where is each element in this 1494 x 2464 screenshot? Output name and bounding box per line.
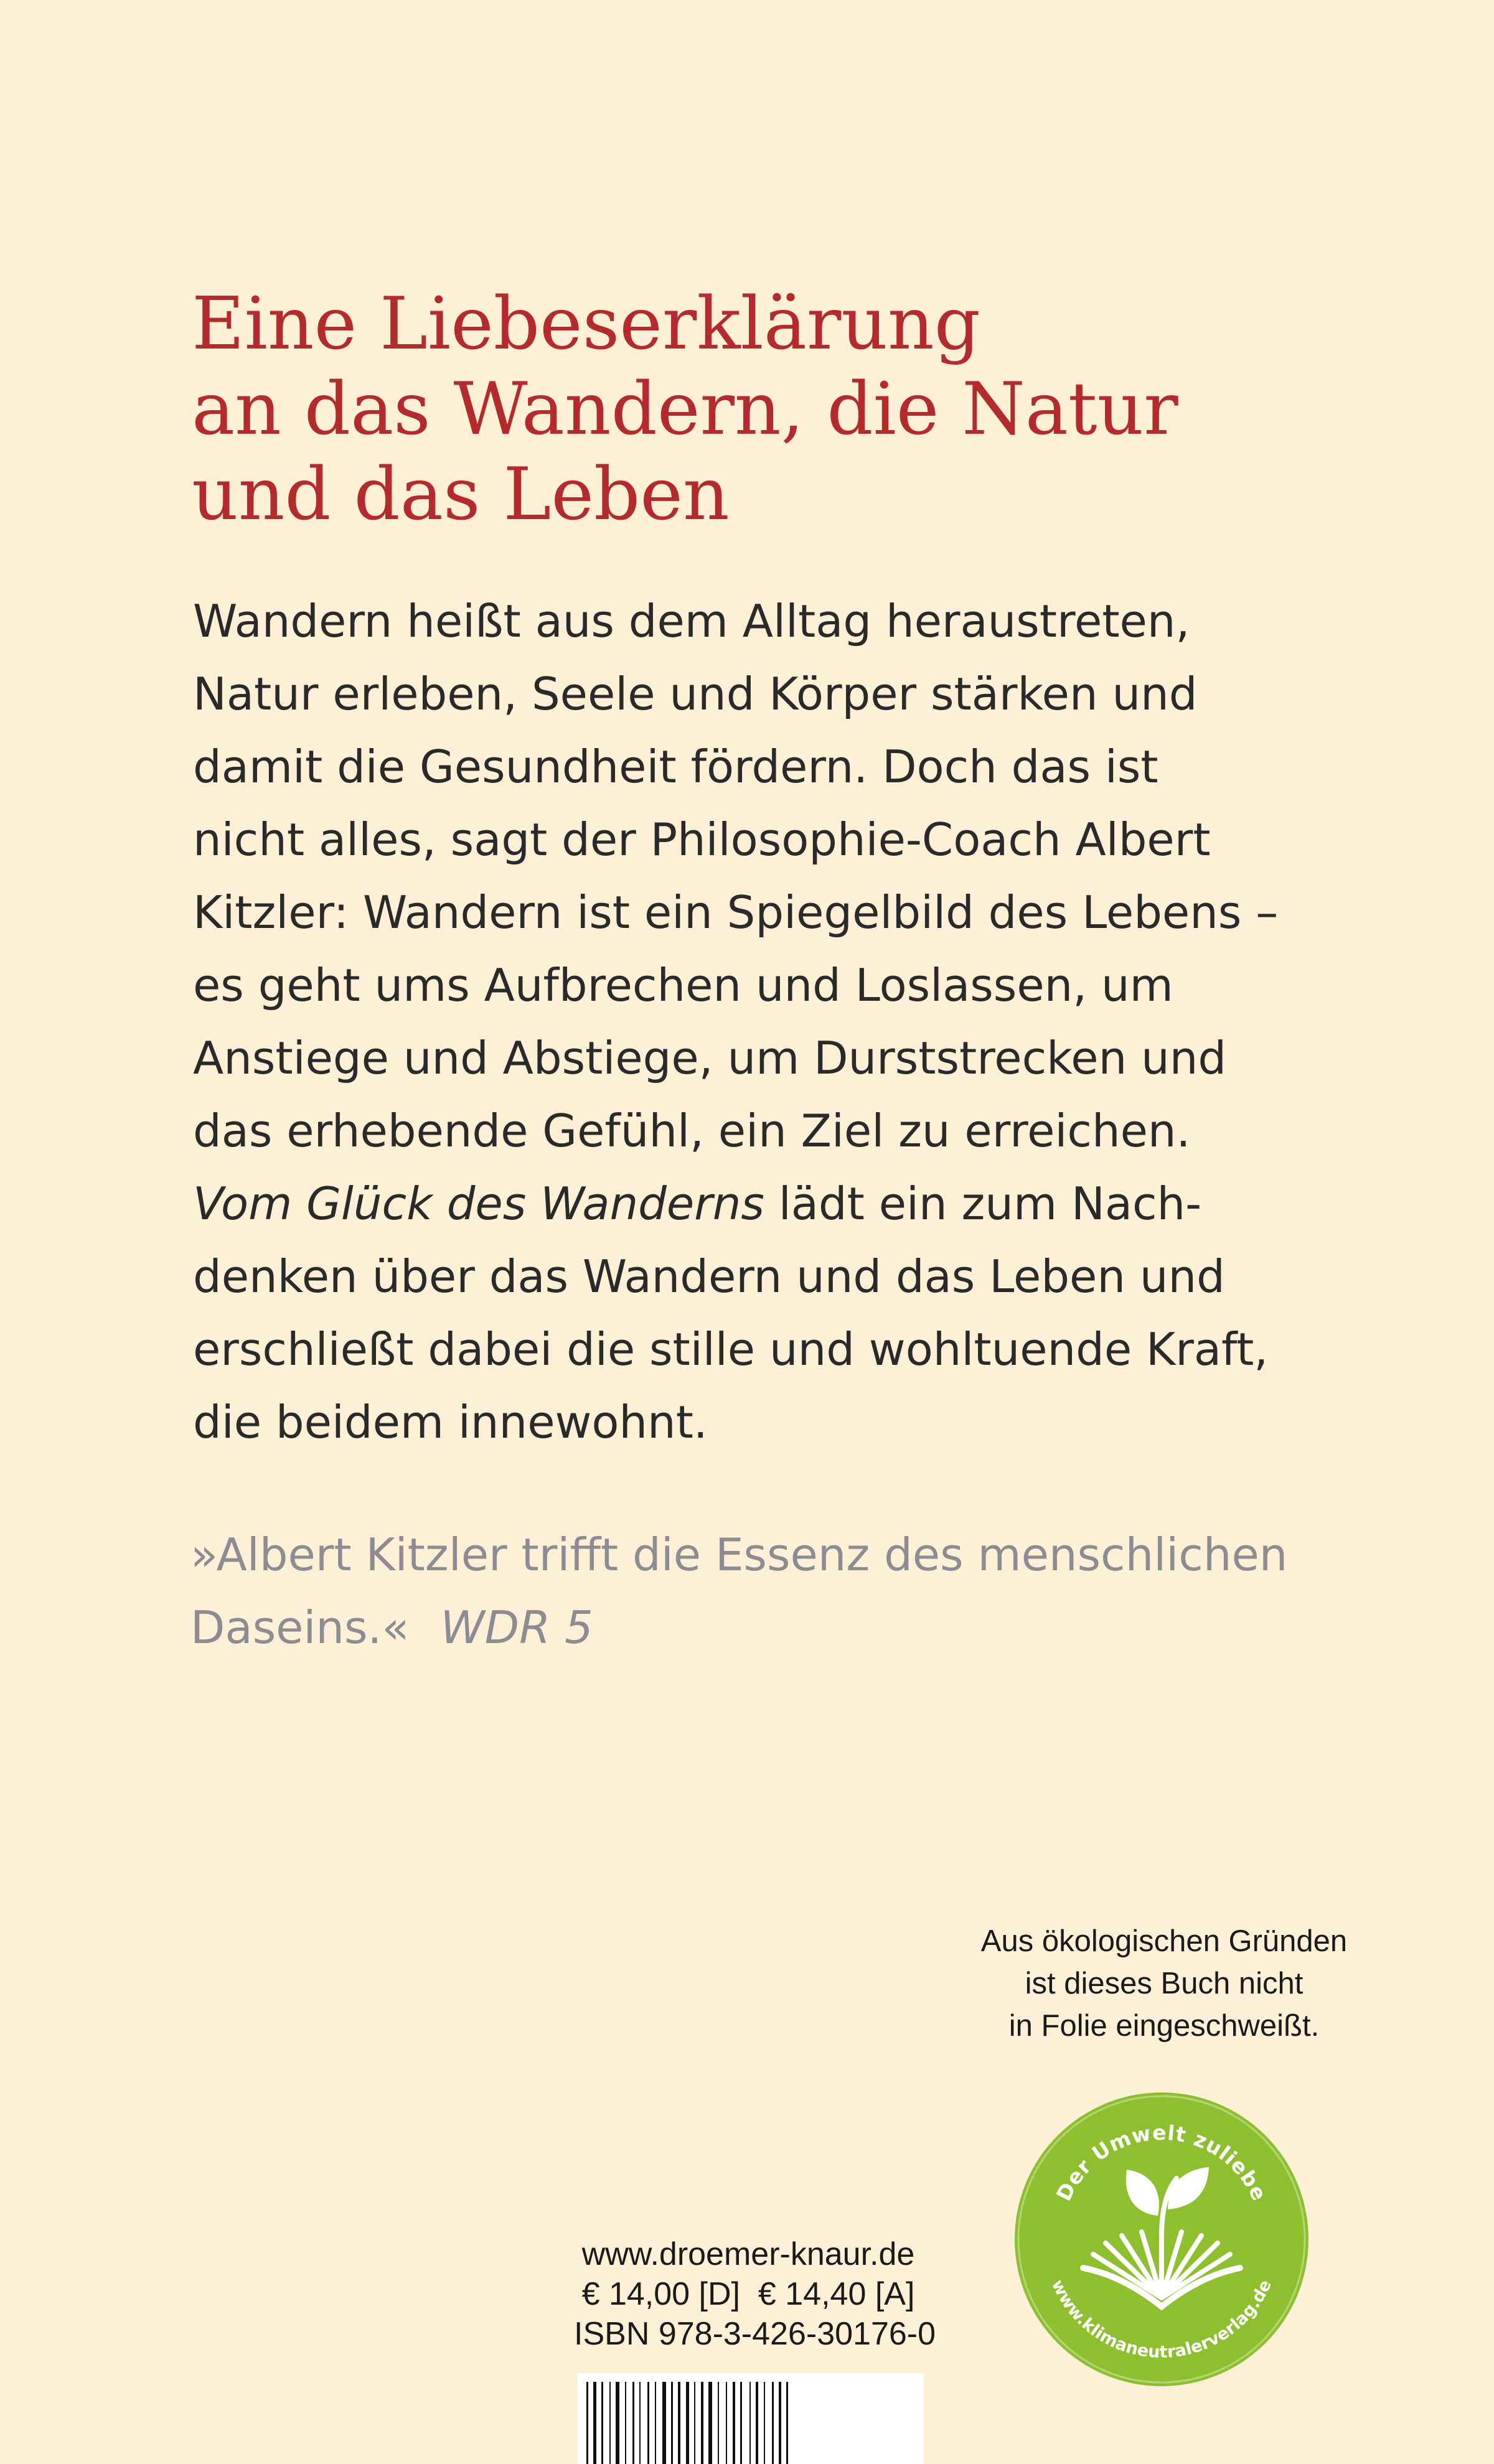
eco-note-line: in Folie eingeschweißt. [1008, 2009, 1320, 2043]
barcode-bar [686, 2382, 689, 2464]
description-line: Wandern heißt aus dem Alltag heraustreten, [193, 595, 1190, 647]
barcode-bar [678, 2382, 680, 2464]
barcode [578, 2373, 924, 2464]
barcode-bar [647, 2382, 649, 2464]
barcode-bar [786, 2382, 788, 2464]
barcode-bar [764, 2382, 765, 2464]
review-source: WDR 5 [440, 1601, 593, 1654]
barcode-bar [756, 2382, 758, 2464]
headline-line: an das Wandern, die Natur [192, 367, 1178, 451]
price: € 14,00 [D] € 14,40 [A] [581, 2276, 915, 2312]
eco-badge-icon [1013, 2091, 1310, 2387]
barcode-bar [733, 2382, 735, 2464]
headline-line: Eine Liebeserklärung [192, 282, 980, 366]
description-line: Anstiege und Abstiege, um Durststrecken und [193, 1032, 1227, 1084]
description-line: Kitzler: Wandern ist ein Spiegelbild des Lebens – [193, 886, 1279, 939]
barcode-bar [708, 2382, 712, 2464]
barcode-bar [701, 2382, 703, 2464]
description-line: die beidem innewohnt. [193, 1396, 708, 1448]
barcode-bar [586, 2382, 588, 2464]
description-line [193, 1168, 1376, 1240]
review-line [190, 1591, 1373, 1664]
barcode-bar [601, 2382, 603, 2464]
headline-line: und das Leben [192, 452, 730, 536]
description-line: es geht ums Aufbrechen und Loslassen, um [193, 959, 1173, 1011]
review-line: »Albert Kitzler trifft die Essenz des menschlichen [190, 1529, 1288, 1581]
barcode-bar [749, 2382, 751, 2464]
description [193, 585, 1376, 1459]
description-line: denken über das Wandern und das Leben und [193, 1250, 1225, 1303]
eco-note-line: ist dieses Buch nicht [1025, 1967, 1304, 2000]
publisher-website: www.droemer-knaur.de [581, 2236, 915, 2272]
headline [192, 281, 1374, 537]
barcode-bar [671, 2382, 673, 2464]
barcode-bar [718, 2382, 719, 2464]
description-line-rest: lädt ein zum Nach- [764, 1178, 1202, 1230]
description-line: nicht alles, sagt der Philosophie-Coach Albert [193, 813, 1211, 866]
barcode-bar [593, 2382, 596, 2464]
eco-badge-top-text: Der Umwelt zuliebe [1051, 2120, 1272, 2205]
eco-badge-bottom-text: www.klimaneutralerverlag.de [1047, 2277, 1276, 2363]
barcode-bar [616, 2382, 619, 2464]
barcode-bar [639, 2382, 641, 2464]
review-line-end: Daseins.« [190, 1601, 410, 1654]
eco-note [952, 1920, 1376, 2047]
barcode-bar [625, 2382, 626, 2464]
book-title: Vom Glück des Wanderns [193, 1178, 764, 1230]
description-line: Natur erleben, Seele und Körper stärken und [193, 668, 1198, 720]
barcode-bar [772, 2382, 774, 2464]
barcode-bar [726, 2382, 727, 2464]
barcode-bar [632, 2382, 634, 2464]
isbn: ISBN 978-3-426-30176-0 [574, 2316, 936, 2352]
description-line: das erhebende Gefühl, ein Ziel zu erreichen. [193, 1105, 1191, 1157]
description-line: erschließt dabei die stille und wohltuende Kraft, [193, 1323, 1269, 1375]
publisher-info [574, 2234, 936, 2354]
barcode-bar [779, 2382, 781, 2464]
barcode-bar [609, 2382, 611, 2464]
barcode-bar [694, 2382, 695, 2464]
barcode-bar [662, 2382, 666, 2464]
review-quote [190, 1519, 1373, 1664]
barcode-bar [655, 2382, 656, 2464]
description-line: damit die Gesundheit fördern. Doch das ist [193, 741, 1158, 793]
barcode-bar [740, 2382, 742, 2464]
eco-note-line: Aus ökologischen Gründen [980, 1924, 1348, 1958]
